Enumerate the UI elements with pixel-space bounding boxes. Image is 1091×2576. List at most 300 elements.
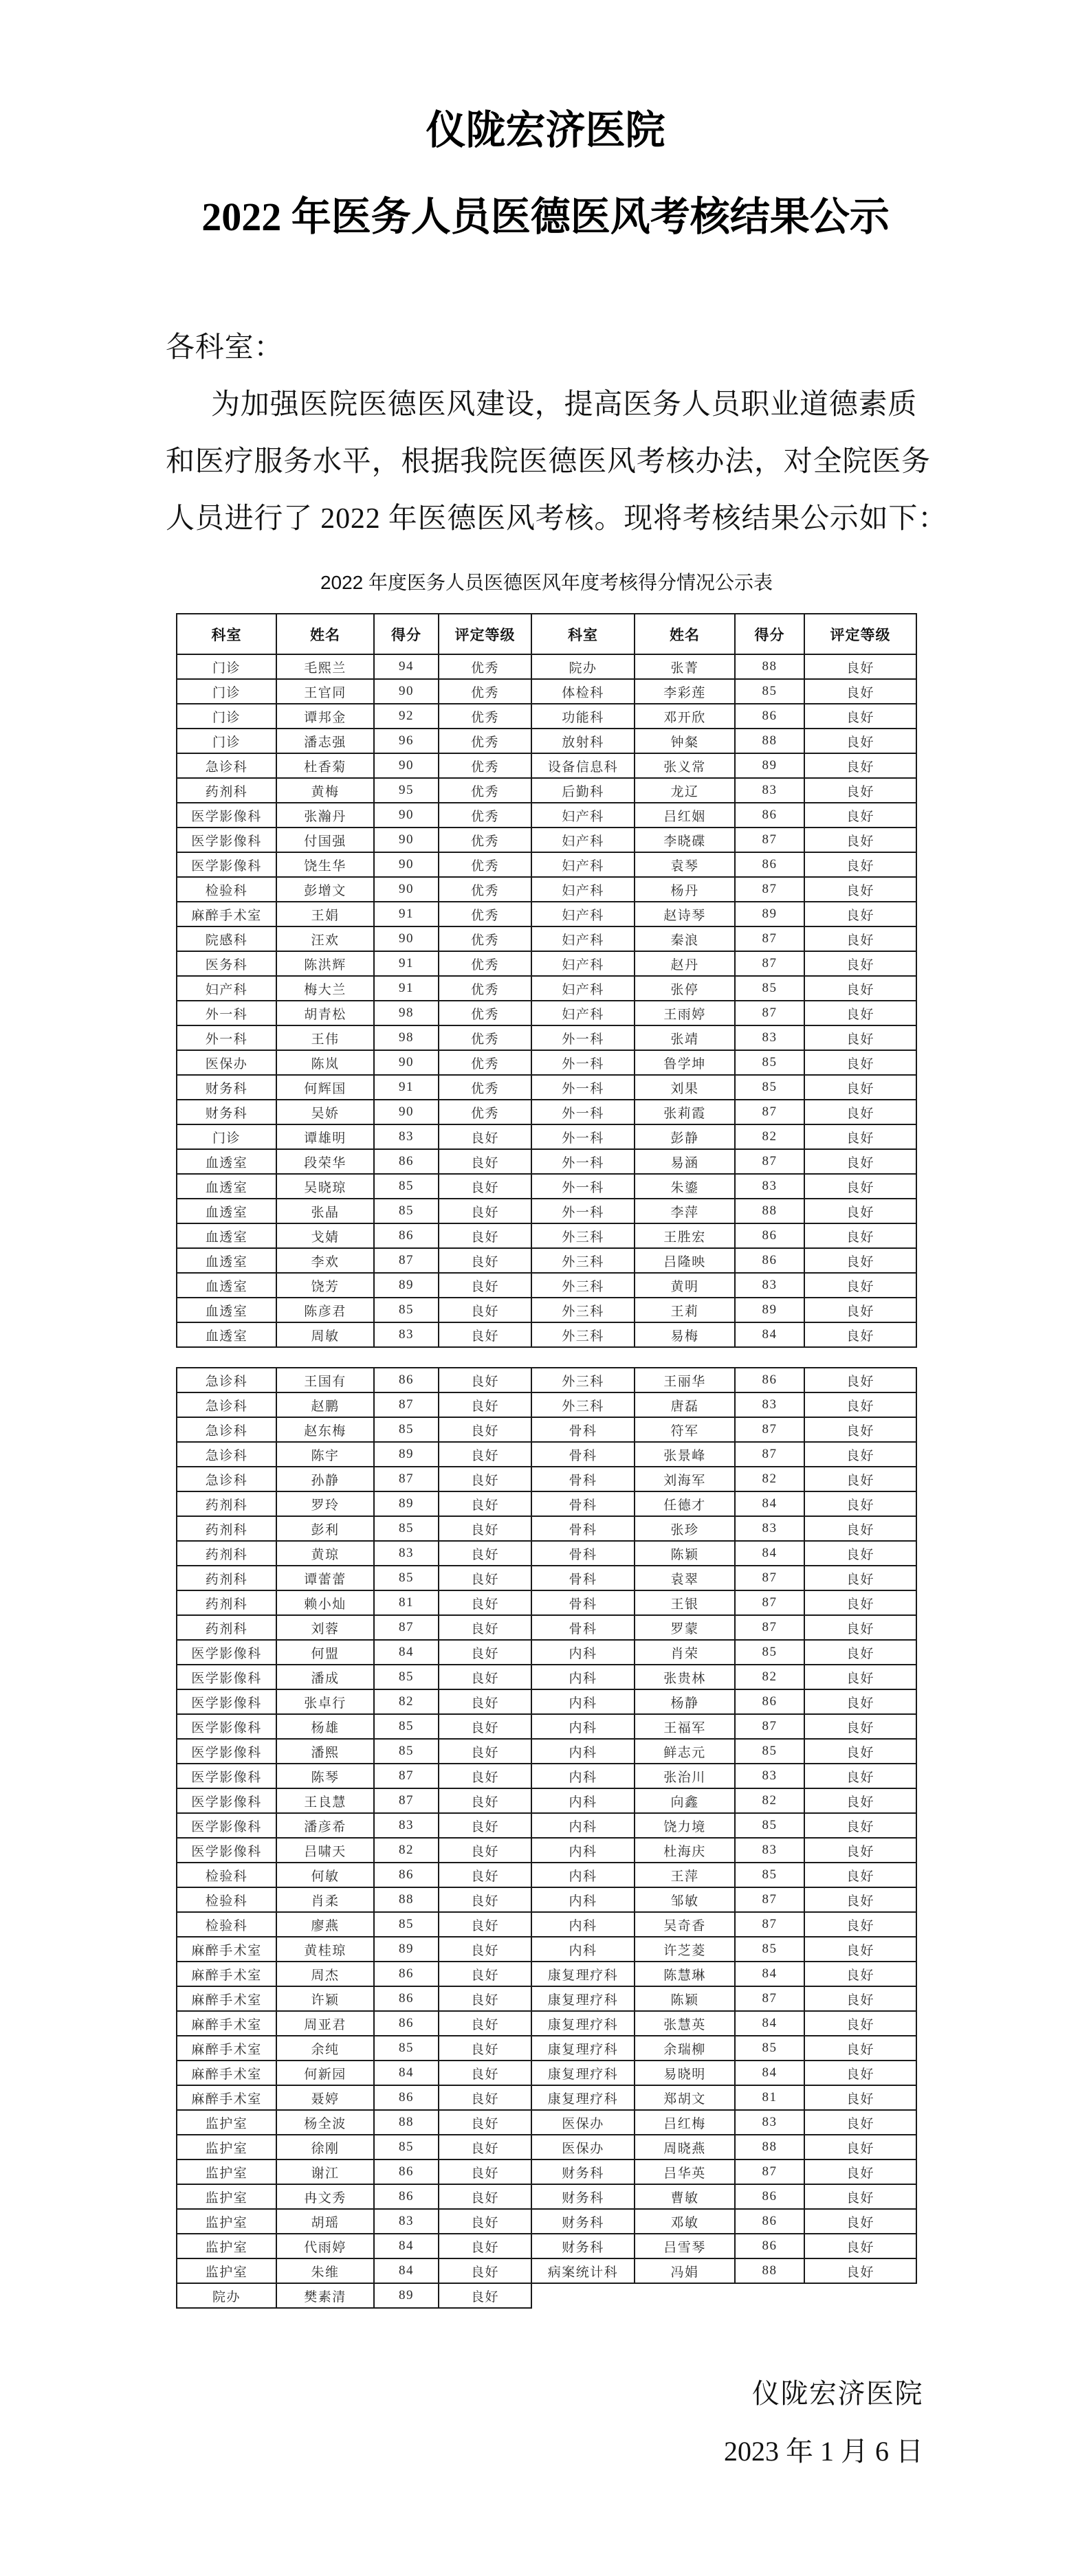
- table-row: [177, 1001, 916, 1025]
- table-row: [177, 926, 916, 951]
- score-cell: 83: [735, 1838, 804, 1863]
- name-cell: 杜海庆: [635, 1838, 735, 1863]
- department-cell: 外一科: [531, 1124, 635, 1149]
- name-cell: 杨静: [635, 1689, 735, 1714]
- department-cell: 麻醉手术室: [177, 1986, 276, 2011]
- score-cell: 94: [374, 654, 439, 679]
- score-cell: 87: [374, 1392, 439, 1417]
- table-row: [177, 2061, 916, 2085]
- score-cell: 87: [735, 828, 804, 852]
- department-cell: 医学影像科: [177, 1764, 276, 1788]
- grade-cell: 良好: [439, 1962, 531, 1986]
- score-cell: 92: [374, 704, 439, 729]
- department-cell: 院感科: [177, 926, 276, 951]
- table-row: [177, 1541, 916, 1566]
- grade-cell: 优秀: [439, 951, 531, 976]
- table-row: [177, 1863, 916, 1887]
- name-cell: 易晓明: [635, 2061, 735, 2085]
- score-cell: 85: [374, 1566, 439, 1590]
- name-cell: 何新园: [276, 2061, 374, 2085]
- results-table-part2: [176, 1367, 917, 2309]
- paragraph-line: 人员进行了 2022 年医德医风考核。现将考核结果公示如下：: [166, 503, 948, 535]
- table-row: [177, 828, 916, 852]
- score-cell: 82: [374, 1838, 439, 1863]
- department-cell: 麻醉手术室: [177, 2061, 276, 2085]
- name-cell: 汪欢: [276, 926, 374, 951]
- score-cell: 87: [374, 1615, 439, 1640]
- name-cell: 何敏: [276, 1863, 374, 1887]
- grade-cell: 良好: [804, 679, 916, 704]
- grade-cell: 良好: [804, 1714, 916, 1739]
- table-row: [177, 1640, 916, 1665]
- score-cell: 89: [735, 753, 804, 778]
- score-cell: 86: [374, 1223, 439, 1248]
- score-cell: 86: [735, 704, 804, 729]
- grade-cell: 良好: [804, 1491, 916, 1516]
- department-cell: 病案统计科: [531, 2258, 635, 2283]
- grade-cell: 良好: [804, 926, 916, 951]
- table-row: [177, 1199, 916, 1223]
- name-cell: 邹敏: [635, 1887, 735, 1912]
- name-cell: 黄琼: [276, 1541, 374, 1566]
- department-cell: 骨科: [531, 1467, 635, 1491]
- grade-cell: 良好: [804, 2036, 916, 2061]
- score-cell: 86: [735, 1248, 804, 1273]
- grade-cell: 良好: [804, 1124, 916, 1149]
- table-row: [177, 803, 916, 828]
- name-cell: 易涵: [635, 1149, 735, 1174]
- department-cell: 医务科: [177, 951, 276, 976]
- department-cell: 药剂科: [177, 778, 276, 803]
- score-cell: 88: [374, 2110, 439, 2135]
- table-row: [177, 1223, 916, 1248]
- table-row: [177, 1025, 916, 1050]
- score-cell: [735, 2283, 804, 2308]
- table-row: [177, 1937, 916, 1962]
- department-cell: [531, 2283, 635, 2308]
- department-cell: 医保办: [177, 1050, 276, 1075]
- grade-cell: 良好: [804, 1368, 916, 1392]
- name-cell: 樊素清: [276, 2283, 374, 2308]
- department-cell: 血透室: [177, 1248, 276, 1273]
- table-row: [177, 2011, 916, 2036]
- grade-cell: 良好: [804, 1590, 916, 1615]
- department-cell: 康复理疗科: [531, 2085, 635, 2110]
- name-cell: 赵鹏: [276, 1392, 374, 1417]
- table-row: [177, 2085, 916, 2110]
- table-row: [177, 2258, 916, 2283]
- score-cell: 86: [735, 803, 804, 828]
- department-cell: 妇产科: [177, 976, 276, 1001]
- score-cell: 89: [735, 1298, 804, 1322]
- header-name: 姓名: [276, 614, 374, 654]
- table-row: [177, 1516, 916, 1541]
- name-cell: 许颖: [276, 1986, 374, 2011]
- grade-cell: 良好: [804, 1764, 916, 1788]
- grade-cell: 优秀: [439, 679, 531, 704]
- score-cell: 86: [374, 2011, 439, 2036]
- grade-cell: 良好: [804, 1322, 916, 1347]
- name-cell: 王雨婷: [635, 1001, 735, 1025]
- grade-cell: 良好: [439, 1615, 531, 1640]
- grade-cell: 良好: [804, 2184, 916, 2209]
- table-body-part2: [177, 1368, 916, 2308]
- score-cell: 89: [735, 902, 804, 926]
- department-cell: 门诊: [177, 679, 276, 704]
- grade-cell: 良好: [439, 2209, 531, 2234]
- grade-cell: 优秀: [439, 803, 531, 828]
- score-cell: 83: [735, 1025, 804, 1050]
- department-cell: 血透室: [177, 1298, 276, 1322]
- score-cell: 87: [735, 1001, 804, 1025]
- grade-cell: 优秀: [439, 654, 531, 679]
- grade-cell: 良好: [804, 753, 916, 778]
- grade-cell: 良好: [439, 1937, 531, 1962]
- score-cell: 87: [374, 1248, 439, 1273]
- header-department: 科室: [177, 614, 276, 654]
- name-cell: 杨雄: [276, 1714, 374, 1739]
- name-cell: 陈琴: [276, 1764, 374, 1788]
- grade-cell: 良好: [804, 1467, 916, 1491]
- department-cell: 外一科: [177, 1001, 276, 1025]
- name-cell: 李晓碟: [635, 828, 735, 852]
- grade-cell: 良好: [804, 704, 916, 729]
- table-row: [177, 1368, 916, 1392]
- grade-cell: 良好: [804, 1248, 916, 1273]
- score-cell: 83: [374, 1541, 439, 1566]
- name-cell: 孙静: [276, 1467, 374, 1491]
- score-cell: 85: [735, 976, 804, 1001]
- table-row: [177, 1124, 916, 1149]
- name-cell: 郑胡文: [635, 2085, 735, 2110]
- name-cell: 陈慧琳: [635, 1962, 735, 1986]
- department-cell: 院办: [177, 2283, 276, 2308]
- score-cell: 91: [374, 976, 439, 1001]
- score-cell: 91: [374, 1075, 439, 1100]
- score-cell: 83: [374, 1322, 439, 1347]
- score-cell: 83: [735, 778, 804, 803]
- grade-cell: 良好: [804, 1640, 916, 1665]
- name-cell: 赖小灿: [276, 1590, 374, 1615]
- score-cell: 87: [735, 1149, 804, 1174]
- department-cell: 康复理疗科: [531, 2036, 635, 2061]
- score-cell: 86: [735, 2209, 804, 2234]
- name-cell: 杨丹: [635, 877, 735, 902]
- table-row: [177, 679, 916, 704]
- name-cell: 钟粲: [635, 729, 735, 753]
- name-cell: 王官同: [276, 679, 374, 704]
- name-cell: 吕啸天: [276, 1838, 374, 1863]
- name-cell: 陈宇: [276, 1442, 374, 1467]
- name-cell: 谢江: [276, 2159, 374, 2184]
- grade-cell: 良好: [439, 2135, 531, 2159]
- department-cell: 内科: [531, 1838, 635, 1863]
- table-row: [177, 1392, 916, 1417]
- signature-organization: 仪陇宏济医院: [752, 2378, 923, 2409]
- score-cell: 83: [735, 2110, 804, 2135]
- name-cell: 张卓行: [276, 1689, 374, 1714]
- grade-cell: 良好: [804, 729, 916, 753]
- name-cell: 王胜宏: [635, 1223, 735, 1248]
- score-cell: 85: [735, 1075, 804, 1100]
- name-cell: 朱鎏: [635, 1174, 735, 1199]
- department-cell: 医学影像科: [177, 803, 276, 828]
- name-cell: 秦浪: [635, 926, 735, 951]
- department-cell: 财务科: [531, 2159, 635, 2184]
- name-cell: [635, 2283, 735, 2308]
- department-cell: 院办: [531, 654, 635, 679]
- department-cell: 设备信息科: [531, 753, 635, 778]
- grade-cell: 良好: [804, 2011, 916, 2036]
- grade-cell: 良好: [439, 1912, 531, 1937]
- grade-cell: [804, 2283, 916, 2308]
- name-cell: 吴晓琼: [276, 1174, 374, 1199]
- grade-cell: 良好: [804, 2209, 916, 2234]
- department-cell: 医学影像科: [177, 1714, 276, 1739]
- grade-cell: 优秀: [439, 753, 531, 778]
- name-cell: 吕红梅: [635, 2110, 735, 2135]
- grade-cell: 良好: [439, 1566, 531, 1590]
- name-cell: 潘熙: [276, 1739, 374, 1764]
- score-cell: 87: [735, 1714, 804, 1739]
- department-cell: 妇产科: [531, 828, 635, 852]
- grade-cell: 良好: [804, 1174, 916, 1199]
- score-cell: 82: [735, 1124, 804, 1149]
- score-cell: 86: [374, 2159, 439, 2184]
- department-cell: 医学影像科: [177, 1640, 276, 1665]
- department-cell: 财务科: [177, 1075, 276, 1100]
- name-cell: 彭静: [635, 1124, 735, 1149]
- score-cell: 84: [374, 1640, 439, 1665]
- department-cell: 内科: [531, 1887, 635, 1912]
- grade-cell: 良好: [804, 1417, 916, 1442]
- score-cell: 95: [374, 778, 439, 803]
- grade-cell: 良好: [804, 902, 916, 926]
- grade-cell: 良好: [439, 1516, 531, 1541]
- grade-cell: 良好: [439, 1273, 531, 1298]
- name-cell: 付国强: [276, 828, 374, 852]
- grade-cell: 良好: [439, 1174, 531, 1199]
- grade-cell: 良好: [439, 1417, 531, 1442]
- grade-cell: 良好: [804, 1001, 916, 1025]
- grade-cell: 良好: [439, 1986, 531, 2011]
- table-row: [177, 1273, 916, 1298]
- score-cell: 98: [374, 1001, 439, 1025]
- department-cell: 内科: [531, 1937, 635, 1962]
- name-cell: 戈婧: [276, 1223, 374, 1248]
- department-cell: 药剂科: [177, 1541, 276, 1566]
- name-cell: 刘果: [635, 1075, 735, 1100]
- score-cell: 98: [374, 1025, 439, 1050]
- name-cell: 吕雪琴: [635, 2234, 735, 2258]
- grade-cell: 良好: [439, 2184, 531, 2209]
- header-name: 姓名: [635, 614, 735, 654]
- department-cell: 医学影像科: [177, 1788, 276, 1813]
- department-cell: 妇产科: [531, 852, 635, 877]
- grade-cell: 良好: [804, 2110, 916, 2135]
- grade-cell: 良好: [439, 2258, 531, 2283]
- name-cell: 陈彦君: [276, 1298, 374, 1322]
- grade-cell: 良好: [804, 828, 916, 852]
- name-cell: 饶生华: [276, 852, 374, 877]
- name-cell: 赵诗琴: [635, 902, 735, 926]
- table-row: [177, 1887, 916, 1912]
- grade-cell: 优秀: [439, 704, 531, 729]
- name-cell: 吕隆映: [635, 1248, 735, 1273]
- name-cell: 何辉国: [276, 1075, 374, 1100]
- score-cell: 91: [374, 902, 439, 926]
- score-cell: 83: [735, 1174, 804, 1199]
- department-cell: 放射科: [531, 729, 635, 753]
- department-cell: 门诊: [177, 729, 276, 753]
- score-cell: 86: [374, 1986, 439, 2011]
- name-cell: 王伟: [276, 1025, 374, 1050]
- score-cell: 90: [374, 926, 439, 951]
- grade-cell: 良好: [804, 1788, 916, 1813]
- department-cell: 药剂科: [177, 1516, 276, 1541]
- department-cell: 医学影像科: [177, 852, 276, 877]
- name-cell: 李欢: [276, 1248, 374, 1273]
- score-cell: 87: [735, 1100, 804, 1124]
- department-cell: 门诊: [177, 704, 276, 729]
- score-cell: 85: [374, 2036, 439, 2061]
- score-cell: 86: [374, 2184, 439, 2209]
- score-cell: 90: [374, 877, 439, 902]
- name-cell: 王良慧: [276, 1788, 374, 1813]
- department-cell: 内科: [531, 1640, 635, 1665]
- grade-cell: 良好: [439, 2283, 531, 2308]
- name-cell: 鲜志元: [635, 1739, 735, 1764]
- name-cell: 张莉霞: [635, 1100, 735, 1124]
- score-cell: 82: [735, 1665, 804, 1689]
- department-cell: 康复理疗科: [531, 1962, 635, 1986]
- table-row: [177, 654, 916, 679]
- department-cell: 骨科: [531, 1566, 635, 1590]
- score-cell: 87: [735, 1615, 804, 1640]
- score-cell: 90: [374, 1100, 439, 1124]
- score-cell: 89: [374, 1273, 439, 1298]
- score-cell: 85: [374, 1714, 439, 1739]
- table-row: [177, 1838, 916, 1863]
- department-cell: 急诊科: [177, 1467, 276, 1491]
- department-cell: 妇产科: [531, 877, 635, 902]
- score-cell: 85: [735, 1813, 804, 1838]
- grade-cell: 良好: [804, 2159, 916, 2184]
- table-row: [177, 1248, 916, 1273]
- grade-cell: 良好: [439, 1368, 531, 1392]
- name-cell: 彭利: [276, 1516, 374, 1541]
- name-cell: 余瑞柳: [635, 2036, 735, 2061]
- score-cell: 87: [735, 1417, 804, 1442]
- name-cell: 杨全波: [276, 2110, 374, 2135]
- department-cell: 医学影像科: [177, 1739, 276, 1764]
- score-cell: 81: [374, 1590, 439, 1615]
- department-cell: 外一科: [177, 1025, 276, 1050]
- score-cell: 86: [735, 852, 804, 877]
- department-cell: 急诊科: [177, 753, 276, 778]
- table-row: [177, 1665, 916, 1689]
- score-cell: 87: [374, 1467, 439, 1491]
- grade-cell: 良好: [804, 1273, 916, 1298]
- name-cell: 唐磊: [635, 1392, 735, 1417]
- name-cell: 龙辽: [635, 778, 735, 803]
- score-cell: 82: [735, 1788, 804, 1813]
- department-cell: 门诊: [177, 1124, 276, 1149]
- name-cell: 陈岚: [276, 1050, 374, 1075]
- department-cell: 监护室: [177, 2159, 276, 2184]
- score-cell: 87: [374, 1788, 439, 1813]
- department-cell: 药剂科: [177, 1590, 276, 1615]
- department-cell: 血透室: [177, 1273, 276, 1298]
- name-cell: 吕红姻: [635, 803, 735, 828]
- name-cell: 陈洪辉: [276, 951, 374, 976]
- name-cell: 梅大兰: [276, 976, 374, 1001]
- grade-cell: 良好: [439, 1149, 531, 1174]
- name-cell: 袁翠: [635, 1566, 735, 1590]
- department-cell: 内科: [531, 1863, 635, 1887]
- name-cell: 向鑫: [635, 1788, 735, 1813]
- name-cell: 罗蒙: [635, 1615, 735, 1640]
- table-row: [177, 2209, 916, 2234]
- name-cell: 李萍: [635, 1199, 735, 1223]
- table-header-row: [177, 614, 916, 654]
- grade-cell: 优秀: [439, 1075, 531, 1100]
- grade-cell: 良好: [804, 1566, 916, 1590]
- intro-paragraph: [166, 377, 948, 548]
- grade-cell: 良好: [804, 2085, 916, 2110]
- department-cell: 外一科: [531, 1050, 635, 1075]
- table-row: [177, 951, 916, 976]
- name-cell: 杜香菊: [276, 753, 374, 778]
- table-row: [177, 2283, 916, 2308]
- name-cell: 朱维: [276, 2258, 374, 2283]
- name-cell: 代雨婷: [276, 2234, 374, 2258]
- score-cell: 84: [374, 2234, 439, 2258]
- grade-cell: 良好: [804, 1813, 916, 1838]
- name-cell: 肖柔: [276, 1887, 374, 1912]
- department-cell: 麻醉手术室: [177, 1937, 276, 1962]
- department-cell: 血透室: [177, 1174, 276, 1199]
- department-cell: 血透室: [177, 1149, 276, 1174]
- table-row: [177, 2036, 916, 2061]
- table-title: 2022 年度医务人员医德医风年度考核得分情况公示表: [320, 572, 773, 593]
- table-row: [177, 1442, 916, 1467]
- name-cell: 吕华英: [635, 2159, 735, 2184]
- grade-cell: 良好: [804, 1986, 916, 2011]
- score-cell: 87: [735, 1887, 804, 1912]
- grade-cell: 良好: [804, 1863, 916, 1887]
- score-cell: 84: [735, 1322, 804, 1347]
- score-cell: 86: [374, 1962, 439, 1986]
- score-cell: 83: [735, 1392, 804, 1417]
- grade-cell: 良好: [804, 654, 916, 679]
- grade-cell: 良好: [804, 1689, 916, 1714]
- score-cell: 85: [735, 1863, 804, 1887]
- grade-cell: 优秀: [439, 1050, 531, 1075]
- score-cell: 89: [374, 1937, 439, 1962]
- table-row: [177, 704, 916, 729]
- name-cell: 张义常: [635, 753, 735, 778]
- score-cell: 84: [735, 2061, 804, 2085]
- grade-cell: 良好: [804, 1887, 916, 1912]
- org-title: 仪陇宏济医院: [426, 108, 665, 153]
- department-cell: 麻醉手术室: [177, 2011, 276, 2036]
- table-row: [177, 1813, 916, 1838]
- department-cell: 血透室: [177, 1322, 276, 1347]
- department-cell: 外三科: [531, 1248, 635, 1273]
- grade-cell: 良好: [439, 1199, 531, 1223]
- table-row: [177, 2110, 916, 2135]
